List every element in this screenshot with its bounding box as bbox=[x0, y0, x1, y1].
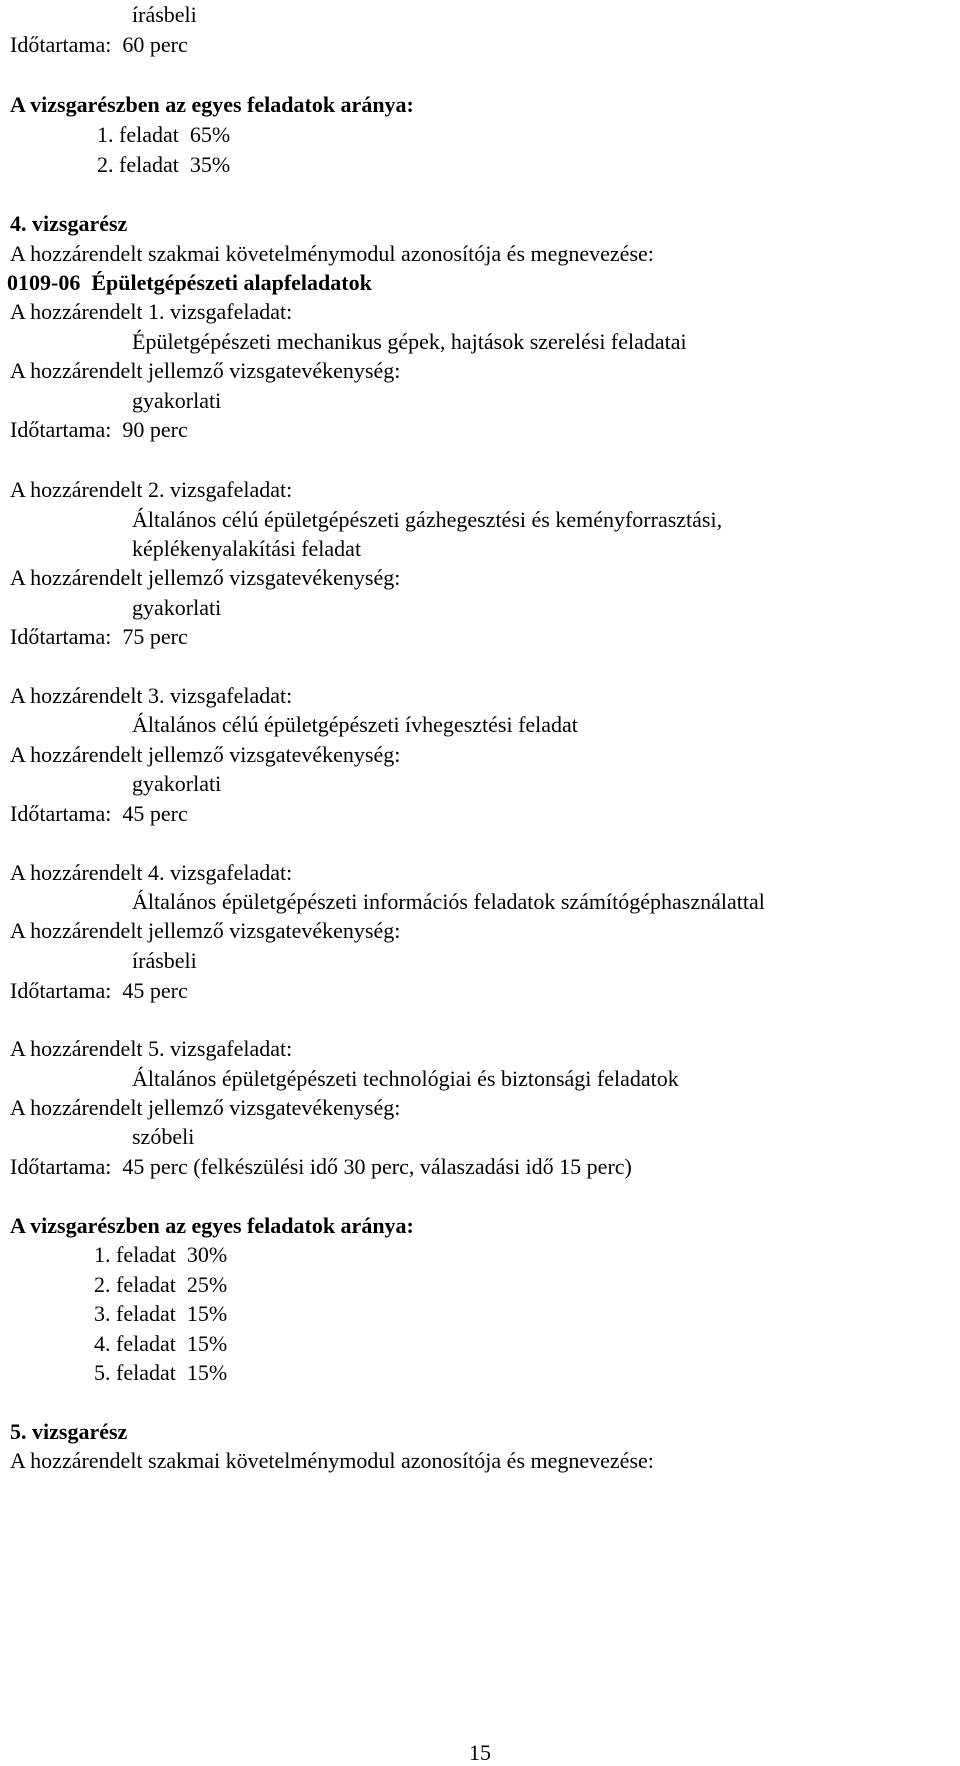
task-title: Általános épületgépészeti technológiai és biztonsági feladatok bbox=[132, 1066, 679, 1091]
ratio-item: 2. feladat 35% bbox=[97, 152, 231, 177]
task-label: A hozzárendelt 5. vizsgafeladat: bbox=[10, 1036, 293, 1061]
ratio-item: 1. feladat 30% bbox=[94, 1242, 228, 1267]
task-title: képlékenyalakítási feladat bbox=[132, 536, 362, 561]
task-label: A hozzárendelt 1. vizsgafeladat: bbox=[10, 299, 293, 324]
activity-label: A hozzárendelt jellemző vizsgatevékenység: bbox=[10, 1095, 401, 1120]
task-label: A hozzárendelt 4. vizsgafeladat: bbox=[10, 860, 293, 885]
ratio-item: 1. feladat 65% bbox=[97, 122, 231, 147]
activity-value: gyakorlati bbox=[132, 771, 222, 796]
duration-line: Időtartama: 75 perc bbox=[10, 624, 188, 649]
activity-value: szóbeli bbox=[132, 1124, 195, 1149]
task-title: Általános célú épületgépészeti gázhegesztési és keményforrasztási, bbox=[132, 507, 723, 532]
activity-value: írásbeli bbox=[132, 2, 197, 27]
ratio-item: 2. feladat 25% bbox=[94, 1272, 228, 1297]
page-number: 15 bbox=[469, 1740, 491, 1765]
task-title: Általános épületgépészeti információs feladatok számítógéphasználattal bbox=[132, 889, 765, 914]
task-label: A hozzárendelt 2. vizsgafeladat: bbox=[10, 477, 293, 502]
activity-label: A hozzárendelt jellemző vizsgatevékenység: bbox=[10, 565, 401, 590]
task-label: A hozzárendelt 3. vizsgafeladat: bbox=[10, 683, 293, 708]
ratio-item: 4. feladat 15% bbox=[94, 1331, 228, 1356]
ratio-heading: A vizsgarészben az egyes feladatok aránya: bbox=[10, 92, 414, 117]
ratio-item: 5. feladat 15% bbox=[94, 1360, 228, 1385]
section-heading: 4. vizsgarész bbox=[10, 211, 128, 236]
module-label: A hozzárendelt szakmai követelménymodul azonosítója és megnevezése: bbox=[10, 1448, 654, 1473]
activity-label: A hozzárendelt jellemző vizsgatevékenység: bbox=[10, 918, 401, 943]
activity-label: A hozzárendelt jellemző vizsgatevékenység: bbox=[10, 358, 401, 383]
task-title: Épületgépészeti mechanikus gépek, hajtások szerelési feladatai bbox=[132, 329, 687, 354]
duration-line: Időtartama: 45 perc bbox=[10, 978, 188, 1003]
activity-value: írásbeli bbox=[132, 948, 197, 973]
duration-line: Időtartama: 45 perc (felkészülési idő 30 perc, válaszadási idő 15 perc) bbox=[10, 1154, 632, 1179]
module-label: A hozzárendelt szakmai követelménymodul azonosítója és megnevezése: bbox=[10, 241, 654, 266]
task-title: Általános célú épületgépészeti ívhegesztési feladat bbox=[132, 712, 578, 737]
ratio-item: 3. feladat 15% bbox=[94, 1301, 228, 1326]
module-name: 0109-06 Épületgépészeti alapfeladatok bbox=[7, 270, 372, 295]
duration-line: Időtartama: 90 perc bbox=[10, 417, 188, 442]
duration-line: Időtartama: 60 perc bbox=[10, 32, 188, 57]
activity-value: gyakorlati bbox=[132, 388, 222, 413]
activity-label: A hozzárendelt jellemző vizsgatevékenység: bbox=[10, 742, 401, 767]
section-heading: 5. vizsgarész bbox=[10, 1419, 128, 1444]
duration-line: Időtartama: 45 perc bbox=[10, 801, 188, 826]
ratio-heading: A vizsgarészben az egyes feladatok aránya: bbox=[10, 1213, 414, 1238]
activity-value: gyakorlati bbox=[132, 595, 222, 620]
